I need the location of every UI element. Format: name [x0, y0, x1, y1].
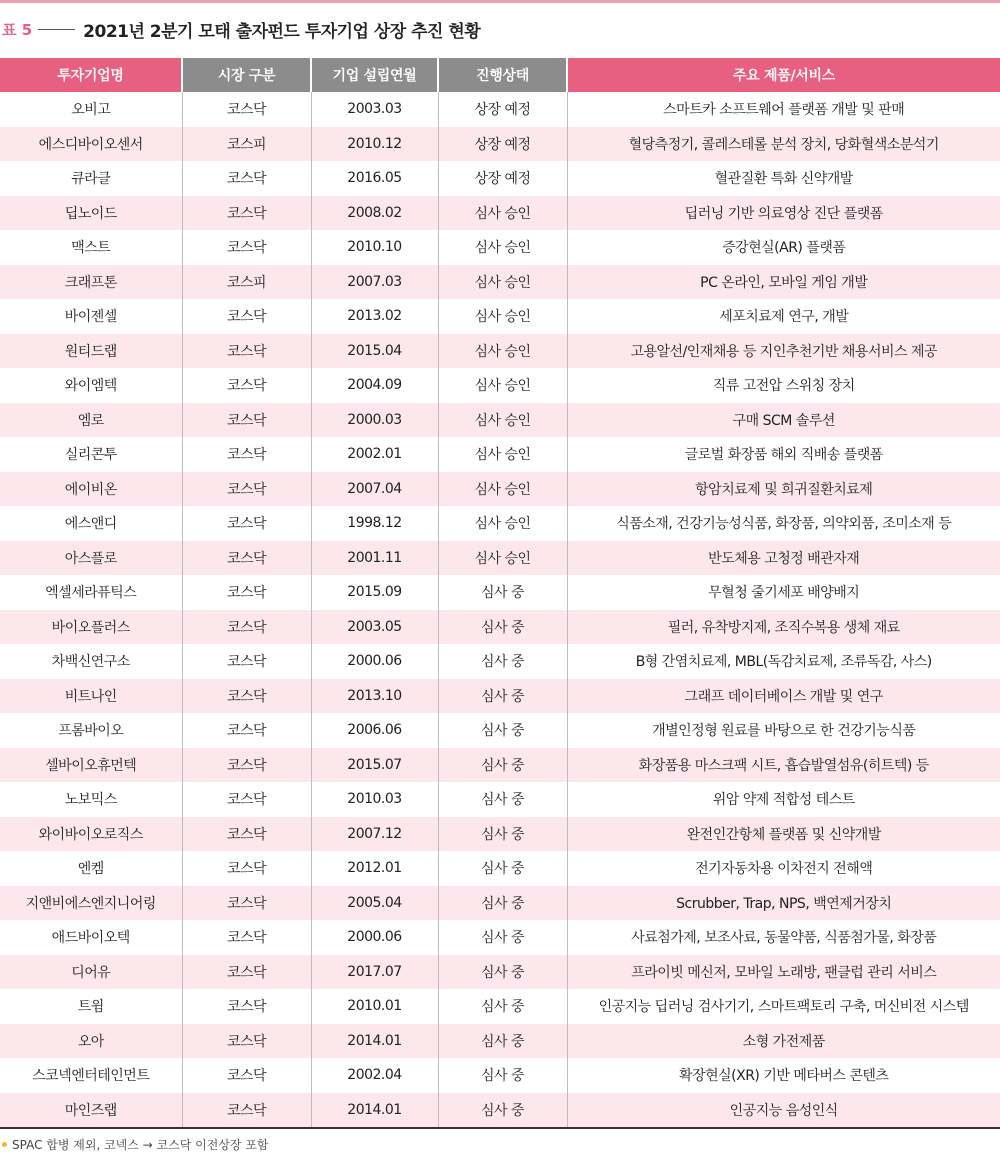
cell-market: 코스닥 [182, 920, 311, 955]
cell-market: 코스닥 [182, 644, 311, 679]
table-number-label: 표 5 [2, 20, 33, 39]
cell-status: 심사 승인 [438, 196, 567, 231]
cell-company: 스코넥엔터테인먼트 [0, 1058, 182, 1093]
cell-founded: 2013.10 [311, 679, 438, 714]
cell-market: 코스닥 [182, 403, 311, 438]
cell-products: 증강현실(AR) 플랫폼 [567, 230, 1000, 265]
cell-company: 비트나인 [0, 679, 182, 714]
cell-founded: 2000.06 [311, 644, 438, 679]
cell-company: 애드바이오텍 [0, 920, 182, 955]
table-body [0, 92, 1000, 1127]
page-title: 2021년 2분기 모태 출자펀드 투자기업 상장 추진 현황 [83, 21, 481, 42]
cell-status: 상장 예정 [438, 92, 567, 127]
cell-founded: 2015.09 [311, 575, 438, 610]
cell-status: 심사 중 [438, 851, 567, 886]
cell-founded: 2014.01 [311, 1024, 438, 1059]
cell-market: 코스닥 [182, 334, 311, 369]
cell-status: 심사 중 [438, 575, 567, 610]
cell-company: 에스디바이오센서 [0, 127, 182, 162]
cell-products: B형 간염치료제, MBL(독감치료제, 조류독감, 사스) [567, 644, 1000, 679]
cell-market: 코스닥 [182, 782, 311, 817]
cell-products: 구매 SCM 솔루션 [567, 403, 1000, 438]
cell-market: 코스닥 [182, 472, 311, 507]
cell-market: 코스닥 [182, 713, 311, 748]
header-status: 진행상태 [438, 58, 567, 92]
cell-status: 상장 예정 [438, 161, 567, 196]
cell-status: 심사 중 [438, 817, 567, 852]
cell-founded: 2003.03 [311, 92, 438, 127]
cell-products: 전기자동차용 이차전지 전해액 [567, 851, 1000, 886]
cell-founded: 2004.09 [311, 368, 438, 403]
cell-market: 코스닥 [182, 161, 311, 196]
cell-market: 코스닥 [182, 989, 311, 1024]
cell-market: 코스닥 [182, 196, 311, 231]
cell-company: 트윔 [0, 989, 182, 1024]
cell-products: 항암치료제 및 희귀질환치료제 [567, 472, 1000, 507]
cell-company: 원티드랩 [0, 334, 182, 369]
bullet-icon [2, 1142, 7, 1147]
cell-company: 엠로 [0, 403, 182, 438]
cell-status: 심사 승인 [438, 472, 567, 507]
cell-founded: 2006.06 [311, 713, 438, 748]
cell-company: 차백신연구소 [0, 644, 182, 679]
cell-market: 코스피 [182, 265, 311, 300]
cell-status: 심사 승인 [438, 334, 567, 369]
table-header-row [0, 58, 1000, 92]
table-row [0, 1058, 1000, 1093]
cell-founded: 2001.11 [311, 541, 438, 576]
cell-status: 심사 중 [438, 955, 567, 990]
cell-products: 소형 가전제품 [567, 1024, 1000, 1059]
cell-company: 엑셀세라퓨틱스 [0, 575, 182, 610]
status-table-container [0, 58, 1000, 1129]
cell-company: 노보믹스 [0, 782, 182, 817]
status-table [0, 58, 1000, 1127]
cell-products: 확장현실(XR) 기반 메타버스 콘텐츠 [567, 1058, 1000, 1093]
cell-company: 엔켐 [0, 851, 182, 886]
table-row [0, 334, 1000, 369]
cell-founded: 2014.01 [311, 1093, 438, 1128]
cell-company: 오비고 [0, 92, 182, 127]
table-row [0, 575, 1000, 610]
cell-company: 에이비온 [0, 472, 182, 507]
cell-status: 심사 중 [438, 782, 567, 817]
cell-founded: 2010.03 [311, 782, 438, 817]
cell-status: 심사 중 [438, 1024, 567, 1059]
table-row [0, 403, 1000, 438]
table-row [0, 127, 1000, 162]
cell-market: 코스닥 [182, 1024, 311, 1059]
cell-market: 코스닥 [182, 610, 311, 645]
table-row [0, 817, 1000, 852]
cell-company: 와이엠텍 [0, 368, 182, 403]
table-row [0, 886, 1000, 921]
table-title [0, 12, 1000, 46]
cell-products: 필러, 유착방지제, 조직수복용 생체 재료 [567, 610, 1000, 645]
table-row [0, 196, 1000, 231]
table-row [0, 437, 1000, 472]
header-company: 투자기업명 [0, 58, 182, 92]
cell-founded: 1998.12 [311, 506, 438, 541]
cell-products: 식품소재, 건강기능성식품, 화장품, 의약외품, 조미소재 등 [567, 506, 1000, 541]
cell-status: 심사 승인 [438, 230, 567, 265]
cell-market: 코스닥 [182, 92, 311, 127]
cell-products: 혈관질환 특화 신약개발 [567, 161, 1000, 196]
cell-status: 심사 중 [438, 748, 567, 783]
cell-market: 코스닥 [182, 817, 311, 852]
cell-market: 코스닥 [182, 886, 311, 921]
cell-company: 실리콘투 [0, 437, 182, 472]
cell-founded: 2010.01 [311, 989, 438, 1024]
cell-products: 개별인정형 원료를 바탕으로 한 건강기능식품 [567, 713, 1000, 748]
cell-market: 코스닥 [182, 1058, 311, 1093]
cell-founded: 2016.05 [311, 161, 438, 196]
cell-products: 반도체용 고청정 배관자재 [567, 541, 1000, 576]
cell-products: 화장품용 마스크팩 시트, 흡습발열섬유(히트텍) 등 [567, 748, 1000, 783]
table-row [0, 368, 1000, 403]
cell-market: 코스닥 [182, 575, 311, 610]
cell-company: 맥스트 [0, 230, 182, 265]
cell-company: 와이바이오로직스 [0, 817, 182, 852]
cell-founded: 2017.07 [311, 955, 438, 990]
cell-status: 심사 승인 [438, 541, 567, 576]
cell-status: 심사 승인 [438, 299, 567, 334]
table-row [0, 1093, 1000, 1128]
cell-founded: 2005.04 [311, 886, 438, 921]
table-row [0, 679, 1000, 714]
cell-products: 위암 약제 적합성 테스트 [567, 782, 1000, 817]
cell-products: 직류 고전압 스위칭 장치 [567, 368, 1000, 403]
cell-market: 코스닥 [182, 679, 311, 714]
cell-products: 고용알선/인재채용 등 지인추천기반 채용서비스 제공 [567, 334, 1000, 369]
cell-status: 심사 중 [438, 644, 567, 679]
cell-products: 그래프 데이터베이스 개발 및 연구 [567, 679, 1000, 714]
footnote-text: SPAC 합병 제외, 코넥스 → 코스닥 이전상장 포함 [12, 1138, 269, 1152]
cell-status: 심사 승인 [438, 265, 567, 300]
table-row [0, 230, 1000, 265]
cell-products: 사료첨가제, 보조사료, 동물약품, 식품첨가물, 화장품 [567, 920, 1000, 955]
cell-market: 코스닥 [182, 506, 311, 541]
table-row [0, 265, 1000, 300]
cell-company: 바이젠셀 [0, 299, 182, 334]
cell-founded: 2015.07 [311, 748, 438, 783]
cell-company: 마인즈랩 [0, 1093, 182, 1128]
cell-market: 코스닥 [182, 748, 311, 783]
cell-market: 코스피 [182, 127, 311, 162]
footnote [2, 1136, 269, 1153]
table-row [0, 851, 1000, 886]
cell-status: 심사 승인 [438, 368, 567, 403]
table-row [0, 920, 1000, 955]
cell-status: 심사 중 [438, 713, 567, 748]
cell-market: 코스닥 [182, 299, 311, 334]
cell-founded: 2007.03 [311, 265, 438, 300]
cell-status: 심사 승인 [438, 506, 567, 541]
table-row [0, 610, 1000, 645]
cell-market: 코스닥 [182, 230, 311, 265]
cell-founded: 2008.02 [311, 196, 438, 231]
header-founded: 기업 설립연월 [311, 58, 438, 92]
table-row [0, 541, 1000, 576]
cell-company: 디어유 [0, 955, 182, 990]
cell-products: 글로벌 화장품 해외 직배송 플랫폼 [567, 437, 1000, 472]
cell-founded: 2002.01 [311, 437, 438, 472]
table-row [0, 161, 1000, 196]
cell-company: 에스앤디 [0, 506, 182, 541]
cell-products: 세포치료제 연구, 개발 [567, 299, 1000, 334]
cell-products: 무혈청 줄기세포 배양배지 [567, 575, 1000, 610]
table-row [0, 955, 1000, 990]
table-row [0, 748, 1000, 783]
cell-company: 크래프톤 [0, 265, 182, 300]
cell-status: 심사 승인 [438, 403, 567, 438]
cell-market: 코스닥 [182, 437, 311, 472]
cell-status: 심사 중 [438, 1093, 567, 1128]
cell-company: 오아 [0, 1024, 182, 1059]
header-products: 주요 제품/서비스 [567, 58, 1000, 92]
title-divider [38, 29, 75, 30]
table-row [0, 299, 1000, 334]
cell-founded: 2007.04 [311, 472, 438, 507]
cell-products: 스마트카 소프트웨어 플랫폼 개발 및 판매 [567, 92, 1000, 127]
cell-status: 심사 중 [438, 679, 567, 714]
top-accent-line [0, 0, 1000, 3]
cell-founded: 2010.10 [311, 230, 438, 265]
cell-status: 심사 중 [438, 920, 567, 955]
cell-company: 지앤비에스엔지니어링 [0, 886, 182, 921]
cell-products: 완전인간항체 플랫폼 및 신약개발 [567, 817, 1000, 852]
cell-company: 바이오플러스 [0, 610, 182, 645]
table-row [0, 1024, 1000, 1059]
table-row [0, 713, 1000, 748]
cell-company: 셀바이오휴먼텍 [0, 748, 182, 783]
cell-products: 혈당측정기, 콜레스테롤 분석 장치, 당화혈색소분석기 [567, 127, 1000, 162]
cell-company: 아스플로 [0, 541, 182, 576]
cell-products: Scrubber, Trap, NPS, 백연제거장치 [567, 886, 1000, 921]
cell-company: 딥노이드 [0, 196, 182, 231]
table-row [0, 644, 1000, 679]
table-row [0, 506, 1000, 541]
cell-market: 코스닥 [182, 955, 311, 990]
cell-founded: 2007.12 [311, 817, 438, 852]
cell-status: 심사 중 [438, 886, 567, 921]
cell-founded: 2012.01 [311, 851, 438, 886]
cell-founded: 2015.04 [311, 334, 438, 369]
cell-products: 인공지능 딥러닝 검사기기, 스마트팩토리 구축, 머신비전 시스템 [567, 989, 1000, 1024]
cell-founded: 2003.05 [311, 610, 438, 645]
cell-products: 딥러닝 기반 의료영상 진단 플랫폼 [567, 196, 1000, 231]
cell-status: 심사 중 [438, 989, 567, 1024]
cell-products: PC 온라인, 모바일 게임 개발 [567, 265, 1000, 300]
cell-market: 코스닥 [182, 541, 311, 576]
cell-founded: 2002.04 [311, 1058, 438, 1093]
cell-founded: 2010.12 [311, 127, 438, 162]
table-row [0, 782, 1000, 817]
cell-status: 심사 승인 [438, 437, 567, 472]
cell-market: 코스닥 [182, 1093, 311, 1128]
cell-market: 코스닥 [182, 851, 311, 886]
cell-status: 심사 중 [438, 610, 567, 645]
cell-founded: 2000.03 [311, 403, 438, 438]
cell-status: 심사 중 [438, 1058, 567, 1093]
cell-company: 프롬바이오 [0, 713, 182, 748]
cell-products: 프라이빗 메신저, 모바일 노래방, 팬클럽 관리 서비스 [567, 955, 1000, 990]
cell-products: 인공지능 음성인식 [567, 1093, 1000, 1128]
header-market: 시장 구분 [182, 58, 311, 92]
cell-market: 코스닥 [182, 368, 311, 403]
cell-status: 상장 예정 [438, 127, 567, 162]
cell-company: 큐라클 [0, 161, 182, 196]
cell-founded: 2013.02 [311, 299, 438, 334]
cell-founded: 2000.06 [311, 920, 438, 955]
table-row [0, 989, 1000, 1024]
table-row [0, 472, 1000, 507]
table-row [0, 92, 1000, 127]
